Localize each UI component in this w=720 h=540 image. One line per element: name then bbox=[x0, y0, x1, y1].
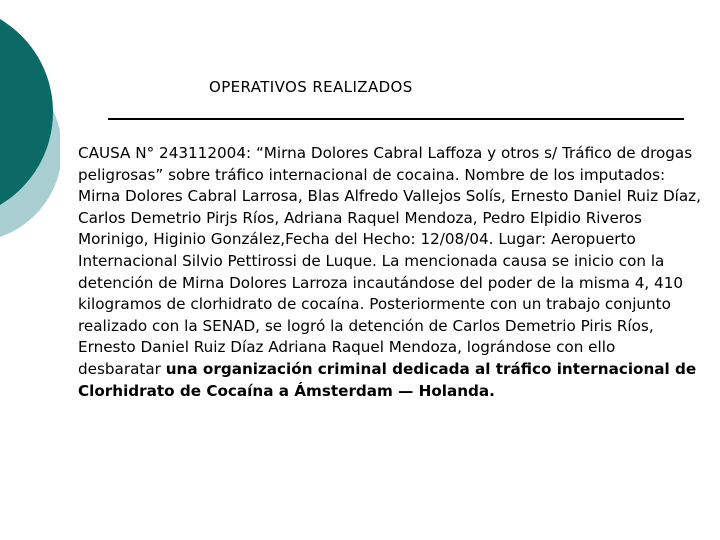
title-underline bbox=[108, 118, 684, 120]
paragraph-bold-text: una organización criminal dedicada al tráfico internacional de Clorhidrato de Cocaína a Ámsterdam — Holanda. bbox=[78, 359, 697, 400]
paragraph-normal-text: CAUSA N° 243112004: “Mirna Dolores Cabral Laffoza y otros s/ Tráfico de drogas peligrosas” sobre tráfico internacional de cocaina. Nombre de los imputados: Mirna Dolores Cabral Larrosa, Blas Alfredo Vallejos Solís, Ernesto Daniel Ruiz Díaz, Carlos Demetrio Pirjs Ríos, Adriana Raquel Mendoza, Pedro Elpidio Riveros Morinigo, Higinio González,Fecha del Hecho: 12/08/04. Lugar: Aeropuerto Internacional Silvio Pettirossi de Luque. La mencionada causa se inicio con la detención de Mirna Dolores Larroza incautándose del poder de la misma 4, 410 kilogramos de clorhidrato de cocaína. Posteriormente con un trabajo conjunto realizado con la SENAD, se logró la detención de Carlos Demetrio Piris Ríos, Ernesto Daniel Ruiz Díaz Adriana Raquel Mendoza, lográndose con ello desbaratar bbox=[78, 144, 701, 378]
body-paragraph bbox=[78, 143, 702, 402]
decorative-circles bbox=[0, 0, 60, 300]
slide-title: OPERATIVOS REALIZADOS bbox=[209, 78, 413, 96]
